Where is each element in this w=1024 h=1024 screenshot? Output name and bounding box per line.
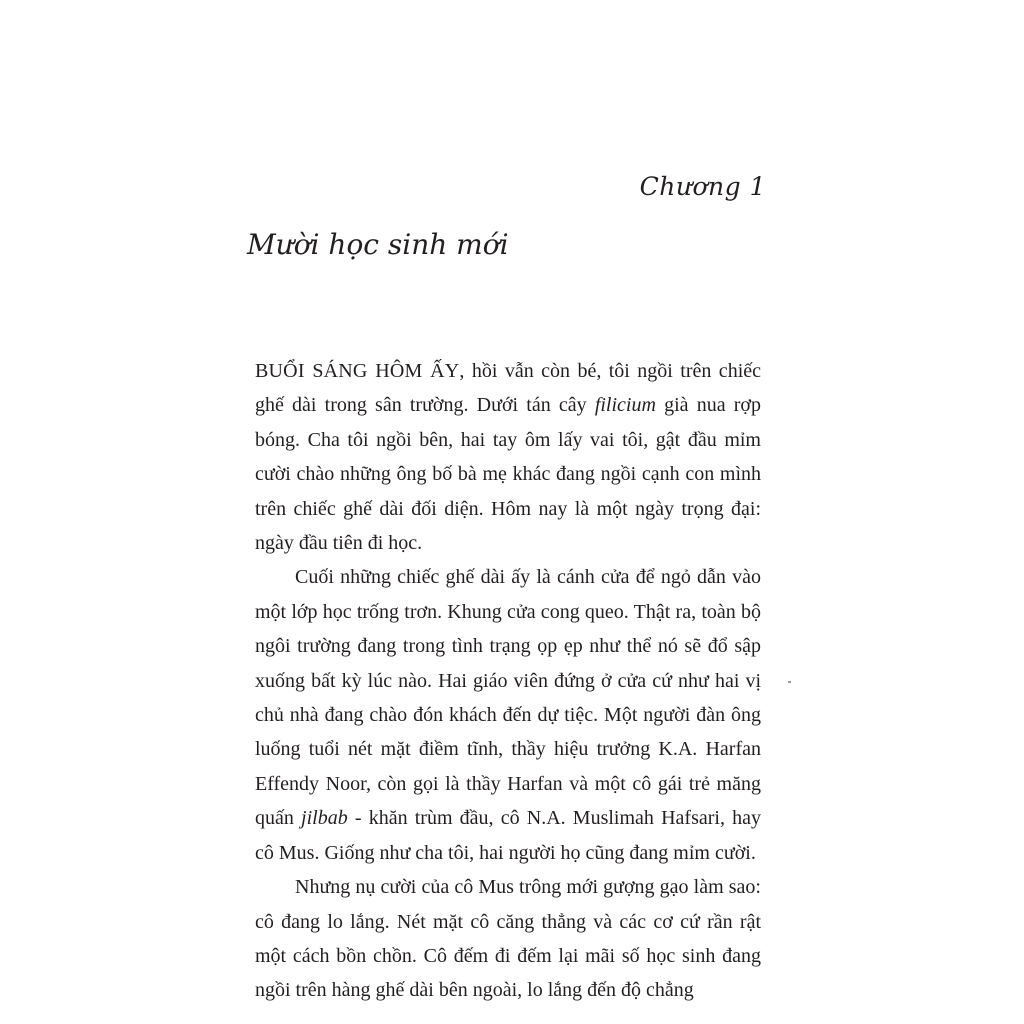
paragraph-text: Nhưng nụ cười của cô Mus trông mới gượng gạo làm sao: cô đang lo lắng. Nét mặt cô căng thẳng và các cơ cứ rần rật một cách bồn chồn. Cô đếm đi đếm lại mãi số học sinh đang ngồi trên hàng ghế dài bên ngoài, lo lắng đến độ chẳng (255, 876, 761, 1002)
italic-term: jilbab (301, 807, 348, 830)
paragraph-text: Cuối những chiếc ghế dài ấy là cánh cửa để ngỏ dẫn vào một lớp học trống trơn. Khung cửa cong queo. Thật ra, toàn bộ ngôi trường đang trong tình trạng ọp ẹp như thể nó sẽ đổ sập xuống bất kỳ lúc nào. Hai giáo viên đứng ở cửa cứ như hai vị chủ nhà đang chào đón khách đến dự tiệc. Một người đàn ông luống tuổi nét mặt điềm tĩnh, thầy hiệu trưởng K.A. Harfan Effendy Noor, còn gọi là thầy Harfan và một cô gái trẻ măng quấn (255, 566, 761, 830)
paragraph-3 (255, 870, 761, 1008)
paragraph-1 (255, 354, 761, 560)
print-speck (788, 681, 791, 683)
paragraph-2 (255, 560, 761, 870)
paragraph-text: già nua rợp bóng. Cha tôi ngồi bên, hai tay ôm lấy vai tôi, gật đầu mỉm cười chào những ông bố bà mẹ khác đang ngồi cạnh con mình trên chiếc ghế dài đối diện. Hôm nay là một ngày trọng đại: ngày đầu tiên đi học. (255, 394, 761, 555)
paragraph-text: , hồi vẫn còn bé, tôi ngồi trên chiếc ghế dài trong sân trường. Dưới tán cây (255, 360, 761, 417)
paragraph-text: - khăn trùm đầu, cô N.A. Muslimah Hafsari, hay cô Mus. Giống như cha tôi, hai người họ cũng đang mỉm cười. (255, 807, 761, 864)
italic-term: filicium (594, 394, 656, 417)
chapter-label: Chương 1 (639, 172, 766, 201)
chapter-title: Mười học sinh mới (247, 228, 509, 261)
body-text (255, 354, 761, 1008)
paragraph-lead-caps: BUỔI SÁNG HÔM ẤY (255, 360, 460, 382)
